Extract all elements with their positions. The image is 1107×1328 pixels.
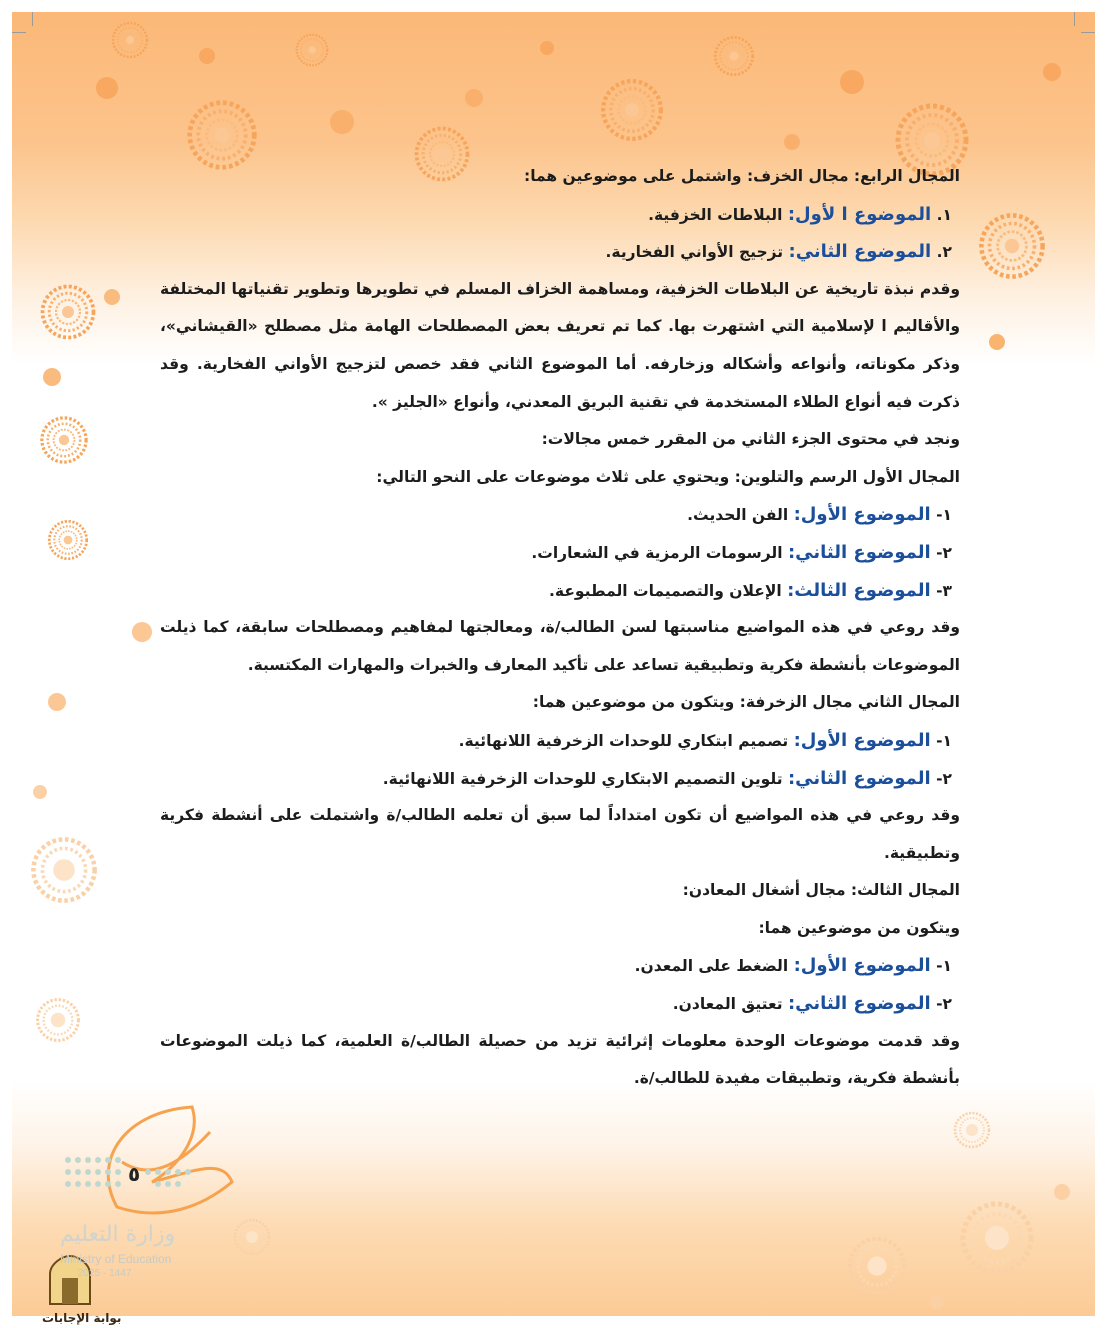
list-item	[160, 985, 960, 1023]
list-item	[160, 722, 960, 760]
list-item	[160, 760, 960, 798]
text-line: ويتكون من موضوعين هما:	[758, 918, 960, 937]
item-number: ٣-	[936, 581, 952, 600]
item-number: ١-	[936, 506, 952, 525]
item-text: الرسومات الرمزية في الشعارات.	[531, 543, 783, 562]
text-line: المجال الأول الرسم والتلوين: ويحتوي على ثلاث موضوعات على النحو التالي:	[376, 467, 960, 486]
text-line: ونجد في محتوى الجزء الثاني من المقرر خمس مجالات:	[541, 430, 960, 449]
topic-label: الموضوع الثاني:	[787, 993, 931, 1015]
crop-mark	[1081, 32, 1095, 33]
item-text: الإعلان والتصميمات المطبوعة.	[549, 581, 782, 600]
book-page	[12, 12, 1095, 1325]
crop-mark	[12, 32, 26, 33]
topic-label: الموضوع الثالث:	[787, 579, 931, 601]
text-line: المجال الثاني مجال الزخرفة: ويتكون من موضوعين هما:	[532, 693, 960, 712]
ministry-name-english: Ministry of Education	[60, 1252, 172, 1266]
list-item	[160, 496, 960, 534]
list-item	[160, 196, 960, 234]
watermark-text: بوابة الإجابات	[42, 1311, 122, 1325]
topic-label: الموضوع الأول:	[793, 729, 931, 751]
leaf-logo	[108, 1107, 232, 1213]
item-text: تزجيج الأواني الفخارية.	[605, 243, 784, 262]
body-text	[160, 158, 960, 1098]
text-line: الموضوعات بأنشطة فكرية وتطبيقية تساعد على تأكيد المعارف والخبرات والمهارات المكتسبة.	[247, 655, 960, 674]
list-item	[160, 233, 960, 271]
text-line: وتطبيقية.	[884, 843, 960, 862]
list-item	[160, 534, 960, 572]
item-text: تعتيق المعادن.	[672, 995, 783, 1014]
crop-mark	[32, 12, 33, 26]
text-line: وقدم نبذة تاريخية عن البلاطات الخزفية، ومساهمة الخزاف المسلم في تطويرها وتطوير تقنياتها المختلفة	[160, 279, 960, 298]
item-text: الضغط على المعدن.	[634, 957, 789, 976]
item-number: ١.	[936, 205, 952, 224]
text-line: وقد قدمت موضوعات الوحدة معلومات إثرائية تزيد من حصيلة الطالب/ة العلمية، كما ذيلت الموضوعات	[160, 1031, 960, 1050]
text-line: المجال الرابع: مجال الخزف: واشتمل على موضوعين هما:	[524, 167, 960, 185]
item-number: ٢.	[936, 243, 952, 262]
topic-label: الموضوع الثاني:	[787, 541, 931, 563]
item-number: ١-	[936, 957, 952, 976]
ministry-name-arabic: وزارة التعليم	[60, 1222, 176, 1247]
item-number: ٢-	[936, 995, 952, 1014]
text-line: وقد روعي في هذه المواضيع مناسبتها لسن الطالب/ة، ومعالجتها لمفاهيم ومصطلحات سابقة، كما ذيلت	[160, 618, 960, 637]
topic-label: الموضوع الثاني:	[787, 767, 931, 789]
text-line: بأنشطة فكرية، وتطبيقات مفيدة للطالب/ة.	[633, 1069, 960, 1088]
ministry-year: 2025 - 1447	[78, 1268, 132, 1279]
list-item	[160, 572, 960, 610]
list-item	[160, 947, 960, 985]
page-number: ٥	[128, 1162, 141, 1186]
crop-mark	[1074, 12, 1075, 26]
item-text: تلوين التصميم الابتكاري للوحدات الزخرفية اللانهائية.	[382, 769, 783, 788]
item-text: البلاطات الخزفية.	[648, 205, 783, 224]
topic-label: الموضوع الأول:	[793, 504, 931, 526]
text-line: والأقاليم ا لإسلامية التي اشتهرت بها. كما تم تعريف بعض المصطلحات الهامة مثل مصطلح «القيشاني»،	[160, 317, 960, 336]
topic-label: الموضوع الأول:	[793, 955, 931, 977]
text-line: المجال الثالث: مجال أشغال المعادن:	[682, 881, 960, 900]
item-text: تصميم ابتكاري للوحدات الزخرفية اللانهائية.	[458, 731, 789, 750]
text-line: وذكر مكوناته، وأنواعه وأشكاله وزخارفه. أما الموضوع الثاني فقد خصص لتزجيج الأواني الفخارية. وقد	[160, 354, 960, 373]
item-number: ٢-	[936, 543, 952, 562]
text-line: ذكرت فيه أنواع الطلاء المستخدمة في تقنية البريق المعدني، وأنواع «الجليز ».	[371, 392, 960, 411]
item-number: ١-	[936, 731, 952, 750]
topic-label: الموضوع ا لأول:	[787, 203, 932, 225]
item-text: الفن الحديث.	[687, 506, 789, 525]
item-number: ٢-	[936, 769, 952, 788]
text-line: وقد روعي في هذه المواضيع أن تكون امتداداً لما سبق أن تعلمه الطالب/ة واشتملت على أنشطة فكرية	[160, 806, 960, 825]
topic-label: الموضوع الثاني:	[788, 241, 932, 263]
